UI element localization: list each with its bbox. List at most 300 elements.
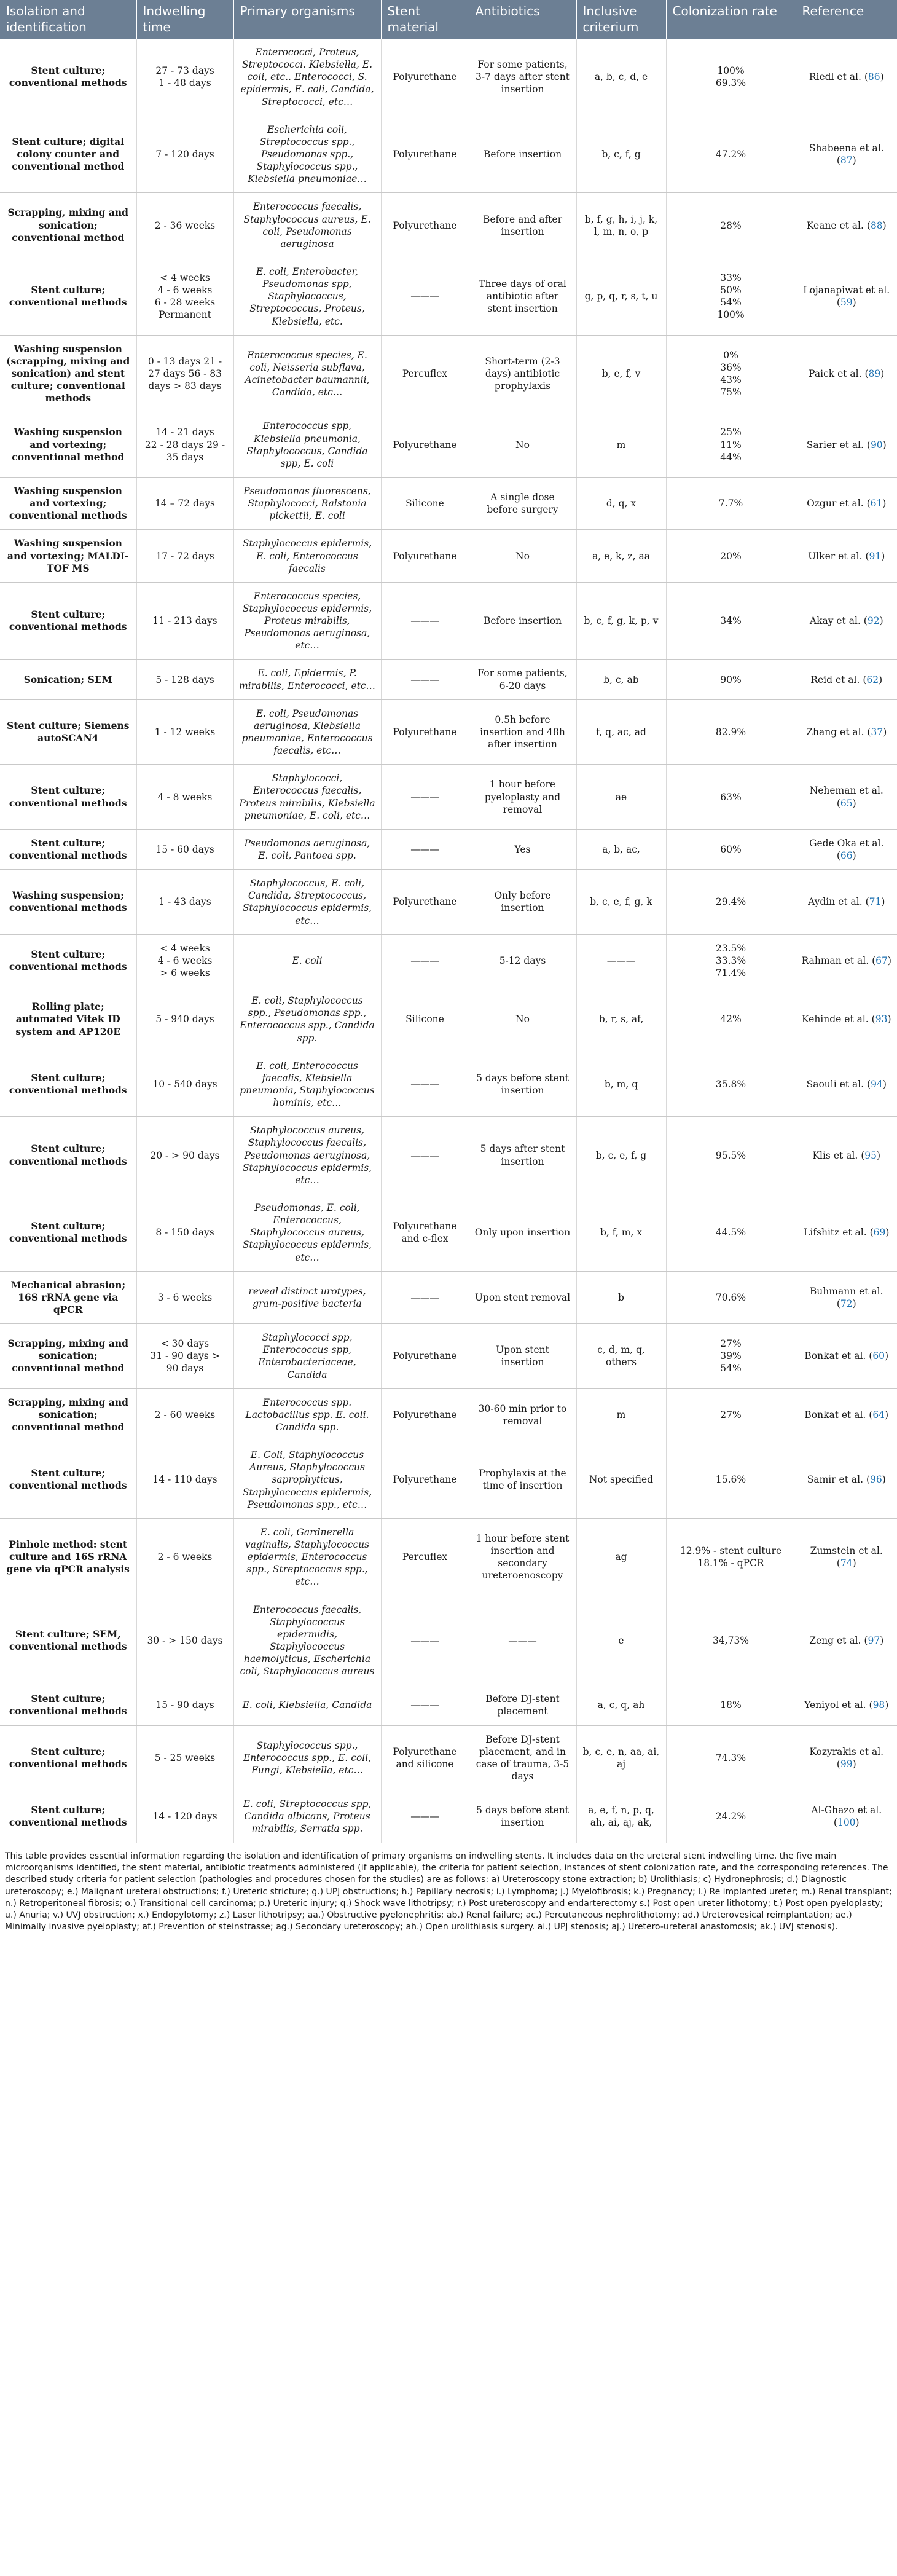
- cell-inclusive-criterium: b, c, ab: [576, 660, 666, 699]
- reference-link[interactable]: 71: [869, 896, 882, 908]
- cell-colonization-rate: 42%: [666, 987, 796, 1052]
- cell-inclusive-criterium: b, r, s, af,: [576, 987, 666, 1052]
- cell-primary-organisms: E. coli, Enterococcus faecalis, Klebsiella pneumonia, Staphylococcus hominis, etc…: [233, 1052, 381, 1117]
- table-row: [0, 1685, 897, 1725]
- cell-indwelling-time: 15 - 90 days: [136, 1685, 233, 1725]
- cell-antibiotics: Three days of oral antibiotic after stent insertion: [469, 258, 576, 335]
- cell-antibiotics: 5 days after stent insertion: [469, 1117, 576, 1194]
- cell-reference: Bonkat et al. (60): [796, 1324, 897, 1389]
- table-row: [0, 258, 897, 335]
- reference-link[interactable]: 64: [872, 1409, 885, 1420]
- cell-stent-material: Polyurethane: [381, 1388, 469, 1441]
- cell-indwelling-time: 7 - 120 days: [136, 116, 233, 193]
- cell-inclusive-criterium: a, b, c, d, e: [576, 39, 666, 116]
- table-row: [0, 1725, 897, 1790]
- reference-link[interactable]: 90: [870, 439, 883, 451]
- reference-authors: Bonkat et al.: [804, 1409, 866, 1420]
- cell-inclusive-criterium: m: [576, 412, 666, 478]
- cell-antibiotics: Only upon insertion: [469, 1194, 576, 1271]
- cell-inclusive-criterium: b, c, e, f, g: [576, 1117, 666, 1194]
- cell-isolation-method: Stent culture; digital colony counter and conventional method: [0, 116, 136, 193]
- cell-primary-organisms: E. coli, Staphylococcus spp., Pseudomonas spp., Enterococcus spp., Candida spp.: [233, 987, 381, 1052]
- cell-reference: Paick et al. (89): [796, 335, 897, 412]
- cell-colonization-rate: 82.9%: [666, 699, 796, 765]
- cell-indwelling-time: < 4 weeks 4 - 6 weeks > 6 weeks: [136, 934, 233, 987]
- cell-indwelling-time: 15 - 60 days: [136, 829, 233, 869]
- reference-link[interactable]: 92: [867, 615, 880, 627]
- cell-stent-material: ———: [381, 934, 469, 987]
- reference-link[interactable]: 93: [875, 1014, 888, 1025]
- cell-isolation-method: Stent culture; conventional methods: [0, 1725, 136, 1790]
- reference-authors: Bonkat et al.: [804, 1350, 866, 1362]
- table-row: [0, 335, 897, 412]
- cell-antibiotics: No: [469, 987, 576, 1052]
- cell-isolation-method: Stent culture; conventional methods: [0, 765, 136, 830]
- cell-colonization-rate: 63%: [666, 765, 796, 830]
- table-row: [0, 477, 897, 529]
- header-row: [0, 0, 897, 39]
- cell-colonization-rate: 44.5%: [666, 1194, 796, 1271]
- cell-indwelling-time: 27 - 73 days 1 - 48 days: [136, 39, 233, 116]
- cell-stent-material: Polyurethane: [381, 1324, 469, 1389]
- cell-inclusive-criterium: ag: [576, 1518, 666, 1596]
- cell-isolation-method: Stent culture; conventional methods: [0, 39, 136, 116]
- cell-indwelling-time: < 30 days 31 - 90 days > 90 days: [136, 1324, 233, 1389]
- reference-link[interactable]: 98: [872, 1700, 885, 1711]
- cell-antibiotics: For some patients, 3-7 days after stent insertion: [469, 39, 576, 116]
- cell-reference: Shabeena et al. (87): [796, 116, 897, 193]
- cell-reference: Kehinde et al. (93): [796, 987, 897, 1052]
- cell-inclusive-criterium: Not specified: [576, 1441, 666, 1519]
- reference-authors: Lojanapiwat et al.: [803, 285, 890, 296]
- cell-primary-organisms: Staphylococcus aureus, Staphylococcus faecalis, Pseudomonas aeruginosa, Staphylococcus epidermis, etc…: [233, 1117, 381, 1194]
- cell-stent-material: Percuflex: [381, 335, 469, 412]
- cell-reference: Zumstein et al. (74): [796, 1518, 897, 1596]
- cell-inclusive-criterium: c, d, m, q, others: [576, 1324, 666, 1389]
- cell-inclusive-criterium: b, m, q: [576, 1052, 666, 1117]
- cell-stent-material: Percuflex: [381, 1518, 469, 1596]
- cell-inclusive-criterium: f, q, ac, ad: [576, 699, 666, 765]
- cell-primary-organisms: Staphylococcus epidermis, E. coli, Enterococcus faecalis: [233, 530, 381, 582]
- cell-indwelling-time: 8 - 150 days: [136, 1194, 233, 1271]
- cell-inclusive-criterium: b, e, f, v: [576, 335, 666, 412]
- cell-colonization-rate: 27%: [666, 1388, 796, 1441]
- table-row: [0, 699, 897, 765]
- header-reference: Reference: [796, 0, 897, 39]
- reference-authors: Saouli et al.: [806, 1078, 864, 1090]
- cell-indwelling-time: 11 - 213 days: [136, 582, 233, 660]
- cell-primary-organisms: E. coli, Streptococcus spp, Candida albicans, Proteus mirabilis, Serratia spp.: [233, 1790, 381, 1843]
- cell-antibiotics: Before and after insertion: [469, 193, 576, 258]
- cell-stent-material: ———: [381, 1596, 469, 1685]
- cell-primary-organisms: reveal distinct urotypes, gram-positive bacteria: [233, 1271, 381, 1323]
- reference-link[interactable]: 67: [875, 955, 888, 966]
- cell-primary-organisms: E. coli, Klebsiella, Candida: [233, 1685, 381, 1725]
- cell-antibiotics: Before DJ-stent placement: [469, 1685, 576, 1725]
- table-row: [0, 1388, 897, 1441]
- cell-colonization-rate: 33% 50% 54% 100%: [666, 258, 796, 335]
- cell-stent-material: Polyurethane: [381, 870, 469, 935]
- cell-stent-material: Polyurethane and c-flex: [381, 1194, 469, 1271]
- cell-antibiotics: 5-12 days: [469, 934, 576, 987]
- cell-stent-material: ———: [381, 1117, 469, 1194]
- header-primary-organisms: Primary organisms: [233, 0, 381, 39]
- cell-colonization-rate: 29.4%: [666, 870, 796, 935]
- cell-stent-material: Polyurethane: [381, 116, 469, 193]
- cell-antibiotics: Before DJ-stent placement, and in case of trauma, 3-5 days: [469, 1725, 576, 1790]
- cell-antibiotics: Upon stent insertion: [469, 1324, 576, 1389]
- cell-antibiotics: 0.5h before insertion and 48h after insertion: [469, 699, 576, 765]
- reference-authors: Ulker et al.: [808, 550, 863, 562]
- table-body: [0, 39, 897, 1843]
- cell-reference: Lifshitz et al. (69): [796, 1194, 897, 1271]
- cell-inclusive-criterium: b, c, f, g, k, p, v: [576, 582, 666, 660]
- reference-link[interactable]: 61: [870, 498, 883, 510]
- table-row: [0, 39, 897, 116]
- cell-indwelling-time: 5 - 25 weeks: [136, 1725, 233, 1790]
- cell-isolation-method: Stent culture; conventional methods: [0, 1117, 136, 1194]
- cell-isolation-method: Scrapping, mixing and sonication; conventional method: [0, 1388, 136, 1441]
- reference-authors: Sarier et al.: [806, 439, 864, 451]
- table-row: [0, 1194, 897, 1271]
- cell-isolation-method: Rolling plate; automated Vitek ID system and AP120E: [0, 987, 136, 1052]
- table-row: [0, 829, 897, 869]
- reference-link[interactable]: 87: [840, 155, 853, 167]
- reference-authors: Rahman et al.: [801, 955, 869, 966]
- cell-reference: Kozyrakis et al. (99): [796, 1725, 897, 1790]
- reference-link[interactable]: 96: [870, 1474, 882, 1486]
- cell-stent-material: Silicone: [381, 987, 469, 1052]
- cell-reference: Al-Ghazo et al. (100): [796, 1790, 897, 1843]
- cell-stent-material: Polyurethane and silicone: [381, 1725, 469, 1790]
- cell-primary-organisms: Enterococcus faecalis, Staphylococcus aureus, E. coli, Pseudomonas aeruginosa: [233, 193, 381, 258]
- cell-colonization-rate: 7.7%: [666, 477, 796, 529]
- cell-inclusive-criterium: b, f, m, x: [576, 1194, 666, 1271]
- reference-link[interactable]: 91: [869, 550, 882, 562]
- table-row: [0, 1324, 897, 1389]
- reference-link[interactable]: 72: [840, 1298, 853, 1309]
- cell-primary-organisms: E. coli, Gardnerella vaginalis, Staphylococcus epidermis, Enterococcus spp., Streptococcus spp., etc…: [233, 1518, 381, 1596]
- cell-stent-material: Polyurethane: [381, 39, 469, 116]
- reference-link[interactable]: 65: [840, 797, 853, 809]
- cell-colonization-rate: 70.6%: [666, 1271, 796, 1323]
- reference-authors: Al-Ghazo et al.: [811, 1805, 882, 1816]
- reference-authors: Reid et al.: [810, 674, 860, 685]
- reference-authors: Neheman et al.: [809, 785, 883, 797]
- cell-isolation-method: Stent culture; Siemens autoSCAN4: [0, 699, 136, 765]
- cell-indwelling-time: 14 - 110 days: [136, 1441, 233, 1519]
- cell-primary-organisms: Enterococcus spp. Lactobacillus spp. E. coli. Candida spp.: [233, 1388, 381, 1441]
- reference-authors: Paick et al.: [809, 368, 862, 379]
- table-row: [0, 1441, 897, 1519]
- cell-indwelling-time: 5 - 128 days: [136, 660, 233, 699]
- cell-antibiotics: 1 hour before pyeloplasty and removal: [469, 765, 576, 830]
- header-inclusive-criterium: Inclusive criterium: [576, 0, 666, 39]
- reference-authors: Ozgur et al.: [807, 498, 864, 510]
- reference-link[interactable]: 66: [840, 850, 853, 862]
- reference-link[interactable]: 88: [870, 219, 883, 231]
- cell-colonization-rate: 90%: [666, 660, 796, 699]
- cell-primary-organisms: Enterococcus species, Staphylococcus epidermis, Proteus mirabilis, Pseudomonas aeruginosa, etc…: [233, 582, 381, 660]
- cell-reference: Riedl et al. (86): [796, 39, 897, 116]
- table-row: [0, 530, 897, 582]
- reference-link[interactable]: 100: [837, 1817, 856, 1829]
- cell-primary-organisms: E. coli, Pseudomonas aeruginosa, Klebsiella pneumoniae, Enterococcus faecalis, etc…: [233, 699, 381, 765]
- reference-link[interactable]: 60: [872, 1350, 885, 1362]
- cell-inclusive-criterium: a, b, ac,: [576, 829, 666, 869]
- cell-primary-organisms: Enterococcus faecalis, Staphylococcus epidermidis, Staphylococcus haemolyticus, Escherichia coli, Staphylococcus aureus: [233, 1596, 381, 1685]
- cell-reference: Yeniyol et al. (98): [796, 1685, 897, 1725]
- cell-isolation-method: Sonication; SEM: [0, 660, 136, 699]
- reference-link[interactable]: 95: [864, 1149, 877, 1161]
- cell-antibiotics: Yes: [469, 829, 576, 869]
- table-row: [0, 765, 897, 830]
- cell-indwelling-time: 2 - 36 weeks: [136, 193, 233, 258]
- cell-colonization-rate: 74.3%: [666, 1725, 796, 1790]
- reference-authors: Kozyrakis et al.: [809, 1746, 884, 1757]
- reference-authors: Zhang et al.: [806, 726, 864, 738]
- cell-antibiotics: 30-60 min prior to removal: [469, 1388, 576, 1441]
- table-row: [0, 412, 897, 478]
- reference-link[interactable]: 37: [871, 726, 883, 738]
- cell-isolation-method: Stent culture; SEM, conventional methods: [0, 1596, 136, 1685]
- cell-isolation-method: Washing suspension and vortexing; MALDI-TOF MS: [0, 530, 136, 582]
- cell-colonization-rate: 47.2%: [666, 116, 796, 193]
- cell-isolation-method: Pinhole method: stent culture and 16S rRNA gene via qPCR analysis: [0, 1518, 136, 1596]
- cell-inclusive-criterium: d, q, x: [576, 477, 666, 529]
- cell-indwelling-time: 1 - 43 days: [136, 870, 233, 935]
- cell-stent-material: Polyurethane: [381, 412, 469, 478]
- cell-inclusive-criterium: b, c, e, n, aa, ai, aj: [576, 1725, 666, 1790]
- cell-antibiotics: Before insertion: [469, 116, 576, 193]
- cell-primary-organisms: Escherichia coli, Streptococcus spp., Pseudomonas spp., Staphylococcus spp., Klebsiella pneumoniae…: [233, 116, 381, 193]
- cell-inclusive-criterium: b, c, e, f, g, k: [576, 870, 666, 935]
- cell-antibiotics: Before insertion: [469, 582, 576, 660]
- cell-primary-organisms: E. Coli, Staphylococcus Aureus, Staphylococcus saprophyticus, Staphylococcus epidermis, Pseudomonas spp., etc…: [233, 1441, 381, 1519]
- reference-link[interactable]: 62: [866, 674, 879, 685]
- cell-inclusive-criterium: b: [576, 1271, 666, 1323]
- cell-indwelling-time: 3 - 6 weeks: [136, 1271, 233, 1323]
- cell-stent-material: Silicone: [381, 477, 469, 529]
- reference-link[interactable]: 94: [871, 1078, 883, 1090]
- cell-indwelling-time: 17 - 72 days: [136, 530, 233, 582]
- reference-authors: Keane et al.: [806, 219, 864, 231]
- cell-primary-organisms: Staphylococcus, E. coli, Candida, Streptococcus, Staphylococcus epidermis, etc…: [233, 870, 381, 935]
- reference-authors: Lifshitz et al.: [804, 1227, 867, 1239]
- cell-reference: Rahman et al. (67): [796, 934, 897, 987]
- cell-colonization-rate: 15.6%: [666, 1441, 796, 1519]
- table-row: [0, 1052, 897, 1117]
- reference-authors: Akay et al.: [809, 615, 861, 627]
- table-row: [0, 1596, 897, 1685]
- cell-colonization-rate: 95.5%: [666, 1117, 796, 1194]
- table-footnote: This table provides essential information regarding the isolation and identification of primary organisms on indwelling stents. It includes data on the ureteral stent indwelling time, the five main microorganisms identified, the stent material, antibiotic treatments administered (if applicable), the criteria for patient selection, instances of stent colonization rate, and the corresponding references. The described study criteria for patient selection (pathologies and procedures chosen for the studies) are as follows: a) Ureteroscopy stone extraction; b) Urolithiasis; c) Hydronephrosis; d.) Diagnostic ureteroscopy; e.) Malignant ureteral obstructions; f.) Ureteric stricture; g.) UPJ obstructions; h.) Papillary necrosis; i.) Lymphoma; j.) Myelofibrosis; k.) Pregnancy; l.) Re implanted ureter; m.) Renal transplant; n.) Retroperitoneal fibrosis; o.) Transitional cell carcinoma; p.) Ureteric injury; q.) Shock wave lithotripsy; r.) Post ureteroscopy and endarterectomy s.) Post open ureter lithotomy; t.) Post open pyeloplasty; u.) Anuria; v.) UVJ obstruction; x.) Endopylotomy; z.) Laser lithotripsy; aa.) Obstructive pyelonephritis; ab.) Renal failure; ac.) Percutaneous nephrolithotomy; ad.) Ureterovesical reimplantation; ae.) Minimally invasive pyeloplasty; af.) Prevention of steinstrasse; ag.) Secondary ureteroscopy; ah.) Open urolithiasis surgery. ai.) UPJ stenosis; aj.) Uretero-ureteral anastomosis; ak.) UVJ stenosis).: [5, 1851, 892, 1932]
- cell-colonization-rate: 25% 11% 44%: [666, 412, 796, 478]
- cell-indwelling-time: 10 - 540 days: [136, 1052, 233, 1117]
- table-row: [0, 660, 897, 699]
- cell-antibiotics: 5 days before stent insertion: [469, 1790, 576, 1843]
- cell-primary-organisms: Enterococci, Proteus, Streptococci. Klebsiella, E. coli, etc.. Enterococci, S. epidermis, E. coli, Candida, Streptococci, etc…: [233, 39, 381, 116]
- cell-isolation-method: Washing suspension (scrapping, mixing and sonication) and stent culture; conventional methods: [0, 335, 136, 412]
- cell-isolation-method: Stent culture; conventional methods: [0, 934, 136, 987]
- cell-reference: Gede Oka et al. (66): [796, 829, 897, 869]
- reference-authors: Zumstein et al.: [810, 1545, 883, 1556]
- cell-reference: Buhmann et al. (72): [796, 1271, 897, 1323]
- cell-stent-material: ———: [381, 1790, 469, 1843]
- reference-link[interactable]: 86: [868, 71, 880, 83]
- cell-inclusive-criterium: a, e, f, n, p, q, ah, ai, aj, ak,: [576, 1790, 666, 1843]
- cell-antibiotics: Upon stent removal: [469, 1271, 576, 1323]
- cell-isolation-method: Washing suspension; conventional methods: [0, 870, 136, 935]
- table-row: [0, 193, 897, 258]
- cell-primary-organisms: Pseudomonas fluorescens, Staphylococci, Ralstonia pickettii, E. coli: [233, 477, 381, 529]
- cell-colonization-rate: 28%: [666, 193, 796, 258]
- cell-colonization-rate: 12.9% - stent culture 18.1% - qPCR: [666, 1518, 796, 1596]
- cell-indwelling-time: < 4 weeks 4 - 6 weeks 6 - 28 weeks Permanent: [136, 258, 233, 335]
- cell-indwelling-time: 1 - 12 weeks: [136, 699, 233, 765]
- reference-link[interactable]: 99: [840, 1758, 853, 1770]
- cell-colonization-rate: 60%: [666, 829, 796, 869]
- table-row: [0, 582, 897, 660]
- cell-indwelling-time: 14 – 72 days: [136, 477, 233, 529]
- cell-inclusive-criterium: b, f, g, h, i, j, k, l, m, n, o, p: [576, 193, 666, 258]
- cell-primary-organisms: Pseudomonas aeruginosa, E. coli, Pantoea spp.: [233, 829, 381, 869]
- cell-stent-material: ———: [381, 829, 469, 869]
- cell-indwelling-time: 14 - 21 days 22 - 28 days 29 - 35 days: [136, 412, 233, 478]
- table-row: [0, 116, 897, 193]
- cell-reference: Reid et al. (62): [796, 660, 897, 699]
- cell-isolation-method: Stent culture; conventional methods: [0, 1194, 136, 1271]
- cell-antibiotics: Only before insertion: [469, 870, 576, 935]
- cell-indwelling-time: 4 - 8 weeks: [136, 765, 233, 830]
- reference-authors: Kehinde et al.: [801, 1014, 869, 1025]
- reference-link[interactable]: 59: [840, 297, 853, 309]
- cell-colonization-rate: 100% 69.3%: [666, 39, 796, 116]
- cell-reference: Zhang et al. (37): [796, 699, 897, 765]
- cell-primary-organisms: E. coli, Enterobacter, Pseudomonas spp, Staphylococcus, Streptococcus, Proteus, Klebsiella, etc.: [233, 258, 381, 335]
- cell-inclusive-criterium: a, e, k, z, aa: [576, 530, 666, 582]
- cell-inclusive-criterium: e: [576, 1596, 666, 1685]
- cell-isolation-method: Scrapping, mixing and sonication; conventional method: [0, 1324, 136, 1389]
- cell-reference: Neheman et al. (65): [796, 765, 897, 830]
- reference-link[interactable]: 97: [868, 1634, 880, 1646]
- cell-isolation-method: Stent culture; conventional methods: [0, 1052, 136, 1117]
- cell-colonization-rate: 18%: [666, 1685, 796, 1725]
- header-isolation: Isolation and identification: [0, 0, 136, 39]
- cell-indwelling-time: 30 - > 150 days: [136, 1596, 233, 1685]
- cell-inclusive-criterium: a, c, q, ah: [576, 1685, 666, 1725]
- cell-antibiotics: No: [469, 530, 576, 582]
- cell-reference: Sarier et al. (90): [796, 412, 897, 478]
- header-colonization-rate: Colonization rate: [666, 0, 796, 39]
- cell-isolation-method: Stent culture; conventional methods: [0, 258, 136, 335]
- cell-stent-material: ———: [381, 765, 469, 830]
- cell-reference: Klis et al. (95): [796, 1117, 897, 1194]
- cell-stent-material: ———: [381, 1052, 469, 1117]
- cell-antibiotics: 1 hour before stent insertion and secondary ureteroenoscopy: [469, 1518, 576, 1596]
- cell-indwelling-time: 14 - 120 days: [136, 1790, 233, 1843]
- cell-primary-organisms: E. coli, Epidermis, P. mirabilis, Enterococci, etc…: [233, 660, 381, 699]
- cell-reference: Ozgur et al. (61): [796, 477, 897, 529]
- cell-inclusive-criterium: b, c, f, g: [576, 116, 666, 193]
- cell-stent-material: ———: [381, 258, 469, 335]
- cell-stent-material: ———: [381, 1271, 469, 1323]
- cell-isolation-method: Stent culture; conventional methods: [0, 1685, 136, 1725]
- cell-stent-material: ———: [381, 1685, 469, 1725]
- cell-antibiotics: 5 days before stent insertion: [469, 1052, 576, 1117]
- cell-isolation-method: Mechanical abrasion; 16S rRNA gene via qPCR: [0, 1271, 136, 1323]
- header-indwelling-time: Indwelling time: [136, 0, 233, 39]
- cell-primary-organisms: Staphylococcus spp., Enterococcus spp., E. coli, Fungi, Klebsiella, etc…: [233, 1725, 381, 1790]
- cell-antibiotics: A single dose before surgery: [469, 477, 576, 529]
- cell-indwelling-time: 2 - 6 weeks: [136, 1518, 233, 1596]
- cell-antibiotics: No: [469, 412, 576, 478]
- reference-authors: Yeniyol et al.: [804, 1700, 866, 1711]
- reference-link[interactable]: 89: [868, 368, 881, 379]
- cell-stent-material: Polyurethane: [381, 699, 469, 765]
- header-antibiotics: Antibiotics: [469, 0, 576, 39]
- cell-colonization-rate: 24.2%: [666, 1790, 796, 1843]
- cell-colonization-rate: 23.5% 33.3% 71.4%: [666, 934, 796, 987]
- reference-authors: Riedl et al.: [809, 71, 861, 83]
- cell-antibiotics: ———: [469, 1596, 576, 1685]
- reference-link[interactable]: 69: [873, 1227, 886, 1239]
- cell-primary-organisms: Staphylococci spp, Enterococcus spp, Enterobacteriaceae, Candida: [233, 1324, 381, 1389]
- cell-inclusive-criterium: ae: [576, 765, 666, 830]
- cell-indwelling-time: 0 - 13 days 21 - 27 days 56 - 83 days > 83 days: [136, 335, 233, 412]
- cell-reference: Bonkat et al. (64): [796, 1388, 897, 1441]
- cell-stent-material: ———: [381, 660, 469, 699]
- cell-inclusive-criterium: m: [576, 1388, 666, 1441]
- cell-inclusive-criterium: g, p, q, r, s, t, u: [576, 258, 666, 335]
- table-row: [0, 934, 897, 987]
- cell-inclusive-criterium: ———: [576, 934, 666, 987]
- cell-isolation-method: Stent culture; conventional methods: [0, 582, 136, 660]
- cell-antibiotics: For some patients, 6-20 days: [469, 660, 576, 699]
- cell-primary-organisms: Pseudomonas, E. coli, Enterococcus, Staphylococcus aureus, Staphylococcus epidermis, etc…: [233, 1194, 381, 1271]
- cell-colonization-rate: 0% 36% 43% 75%: [666, 335, 796, 412]
- cell-isolation-method: Stent culture; conventional methods: [0, 829, 136, 869]
- cell-isolation-method: Stent culture; conventional methods: [0, 1790, 136, 1843]
- cell-reference: Samir et al. (96): [796, 1441, 897, 1519]
- table-row: [0, 1518, 897, 1596]
- reference-authors: Aydin et al.: [808, 896, 863, 908]
- cell-isolation-method: Scrapping, mixing and sonication; conventional method: [0, 193, 136, 258]
- cell-reference: Zeng et al. (97): [796, 1596, 897, 1685]
- cell-isolation-method: Washing suspension and vortexing; conventional methods: [0, 477, 136, 529]
- reference-authors: Zeng et al.: [809, 1634, 861, 1646]
- table-row: [0, 870, 897, 935]
- cell-indwelling-time: 20 - > 90 days: [136, 1117, 233, 1194]
- cell-reference: Lojanapiwat et al. (59): [796, 258, 897, 335]
- header-stent-material: Stent material: [381, 0, 469, 39]
- cell-colonization-rate: 20%: [666, 530, 796, 582]
- cell-indwelling-time: 5 - 940 days: [136, 987, 233, 1052]
- reference-link[interactable]: 74: [840, 1558, 853, 1569]
- cell-stent-material: Polyurethane: [381, 193, 469, 258]
- cell-colonization-rate: 27% 39% 54%: [666, 1324, 796, 1389]
- cell-primary-organisms: E. coli: [233, 934, 381, 987]
- table-row: [0, 1790, 897, 1843]
- reference-authors: Samir et al.: [807, 1474, 864, 1486]
- cell-antibiotics: Prophylaxis at the time of insertion: [469, 1441, 576, 1519]
- cell-reference: Keane et al. (88): [796, 193, 897, 258]
- cell-isolation-method: Washing suspension and vortexing; conventional method: [0, 412, 136, 478]
- table-row: [0, 987, 897, 1052]
- cell-antibiotics: Short-term (2-3 days) antibiotic prophylaxis: [469, 335, 576, 412]
- table-row: [0, 1117, 897, 1194]
- cell-primary-organisms: Enterococcus species, E. coli, Neisseria subflava, Acinetobacter baumannii, Candida, etc…: [233, 335, 381, 412]
